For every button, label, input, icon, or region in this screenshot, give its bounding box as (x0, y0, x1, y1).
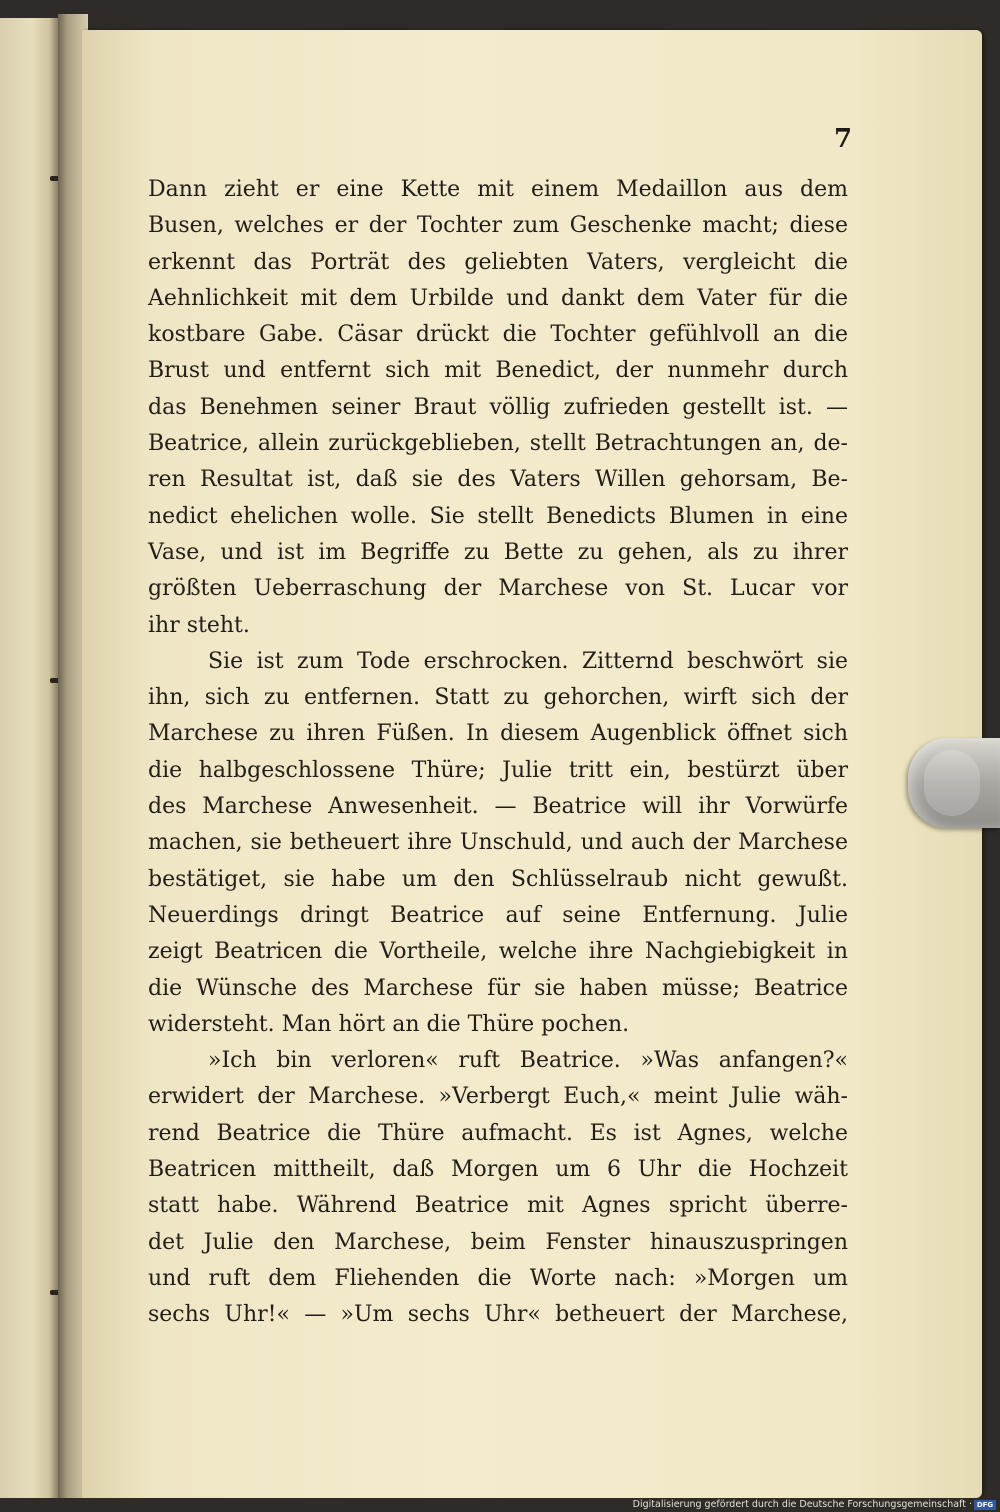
page-number: 7 (834, 124, 853, 154)
text-line: det Julie den Marchese, beim Fenster hinauszuspringen (148, 1229, 848, 1255)
page-body-text (148, 172, 848, 1334)
text-line: Aehnlichkeit mit dem Urbilde und dankt dem Vater für die (148, 285, 848, 311)
dfg-logo: DFG (974, 1500, 996, 1510)
left-page-edge (0, 18, 58, 1498)
text-line: und ruft dem Fliehenden die Worte nach: »Morgen um (148, 1265, 848, 1291)
text-line: »Ich bin verloren« ruft Beatrice. »Was anfangen?« (208, 1048, 848, 1074)
text-line: Brust und entfernt sich mit Benedict, der nunmehr durch (148, 358, 848, 384)
text-line: ren Resultat ist, daß sie des Vaters Willen gehorsam, Be- (148, 467, 848, 493)
text-line: das Benehmen seiner Braut völlig zufrieden gestellt ist. — (148, 394, 848, 420)
text-line: widersteht. Man hört an die Thüre pochen. (148, 1011, 630, 1037)
text-line: Vase, und ist im Begriffe zu Bette zu gehen, als zu ihrer (148, 539, 848, 565)
text-line: sechs Uhr!« — »Um sechs Uhr« betheuert der Marchese, (148, 1302, 848, 1328)
text-line: machen, sie betheuert ihre Unschuld, und auch der Marchese (148, 830, 848, 856)
text-line: Sie ist zum Tode erschrocken. Zitternd beschwört sie (208, 648, 848, 674)
text-line: erwidert der Marchese. »Verbergt Euch,« meint Julie wäh- (148, 1084, 848, 1110)
text-line: erkennt das Porträt des geliebten Vaters, vergleicht die (148, 249, 848, 275)
text-line: Beatrice, allein zurückgeblieben, stellt Betrachtungen an, de- (148, 431, 848, 457)
page-clip (908, 738, 1000, 828)
text-line: Busen, welches er der Tochter zum Geschenke macht; diese (148, 213, 848, 239)
text-line: Beatricen mittheilt, daß Morgen um 6 Uhr die Hochzeit (148, 1157, 848, 1183)
text-line: ihn, sich zu entfernen. Statt zu gehorchen, wirft sich der (148, 685, 848, 711)
text-line: die Wünsche des Marchese für sie haben müsse; Beatrice (148, 975, 848, 1001)
text-line: kostbare Gabe. Cäsar drückt die Tochter gefühlvoll an die (148, 322, 848, 348)
funding-notice: Digitalisierung gefördert durch die Deutsche Forschungsgemeinschaft · (632, 1499, 972, 1510)
text-line: größten Ueberraschung der Marchese von St. Lucar vor (148, 576, 848, 602)
text-line: des Marchese Anwesenheit. — Beatrice will ihr Vorwürfe (148, 794, 848, 820)
text-line: rend Beatrice die Thüre aufmacht. Es ist Agnes, welche (148, 1120, 848, 1146)
text-line: nedict ehelichen wolle. Sie stellt Benedicts Blumen in eine (148, 503, 848, 529)
text-line: die halbgeschlossene Thüre; Julie tritt ein, bestürzt über (148, 757, 848, 783)
text-line: statt habe. Während Beatrice mit Agnes spricht überre- (148, 1193, 848, 1219)
text-line: Marchese zu ihren Füßen. In diesem Augenblick öffnet sich (148, 721, 848, 747)
text-line: bestätiget, sie habe um den Schlüsselraub nicht gewußt. (148, 866, 848, 892)
text-line: Dann zieht er eine Kette mit einem Medaillon aus dem (148, 177, 848, 202)
text-line: ihr steht. (148, 612, 250, 638)
text-line: Neuerdings dringt Beatrice auf seine Entfernung. Julie (148, 902, 848, 928)
text-line: zeigt Beatricen die Vortheile, welche ihre Nachgiebigkeit in (148, 939, 848, 965)
